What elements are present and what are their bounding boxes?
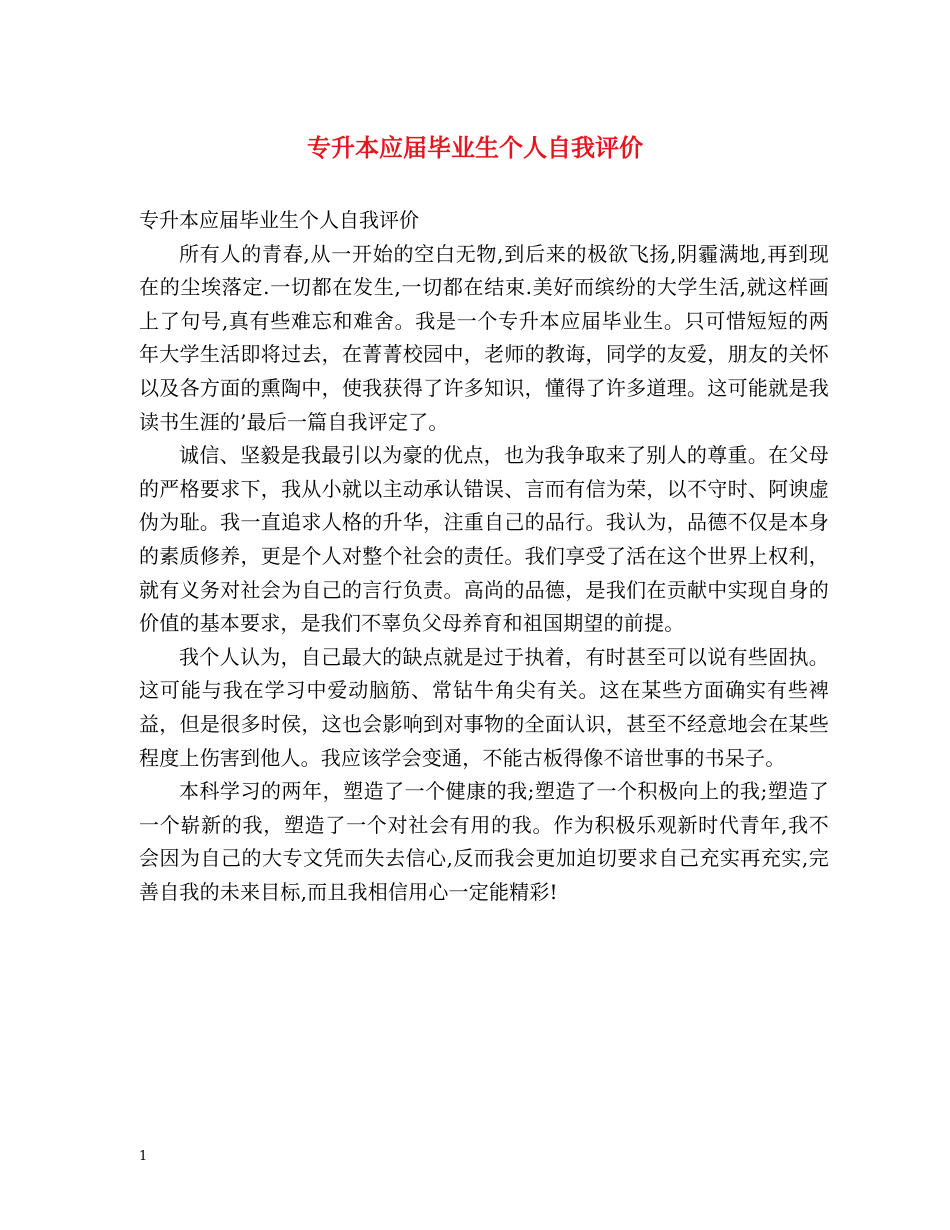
document-title: 专升本应届毕业生个人自我评价 — [307, 133, 643, 162]
document-subtitle: 专升本应届毕业生个人自我评价 — [139, 208, 419, 232]
paragraph-2: 诚信、坚毅是我最引以为豪的优点，也为我争取来了别人的尊重。在父母的严格要求下，我从小就以主动承认错误、言而有信为荣，以不守时、阿谀虚伪为耻。我一直追求人格的升华，注重自己的品行。我认为，品德不仅是本身的素质修养，更是个人对整个社会的责任。我们享受了活在这个世界上权利，就有义务对社会为自己的言行负责。高尚的品德，是我们在贡献中实现自身的价值的基本要求，是我们不辜负父母养育和祖国期望的前提。 — [139, 443, 829, 636]
paragraph-4: 本科学习的两年，塑造了一个健康的我;塑造了一个积极向上的我;塑造了一个崭新的我，塑造了一个对社会有用的我。作为积极乐观新时代青年,我不会因为自己的大专文凭而失去信心,反而我会更加迫切要求自己充实再充实,完善自我的未来目标,而且我相信用心一定能精彩! — [139, 779, 829, 904]
paragraph-3: 我个人认为，自己最大的缺点就是过于执着，有时甚至可以说有些固执。这可能与我在学习中爱动脑筋、常钻牛角尖有关。这在某些方面确实有些裨益，但是很多时侯，这也会影响到对事物的全面认识，甚至不经意地会在某些程度上伤害到他人。我应该学会变通，不能古板得像不谙世事的书呆子。 — [139, 644, 829, 770]
paragraph-1: 所有人的青春,从一开始的空白无物,到后来的极欲飞扬,阴霾满地,再到现在的尘埃落定.一切都在发生,一切都在结束.美好而缤纷的大学生活,就这样画上了句号,真有些难忘和难舍。我是一个专升本应届毕业生。只可惜短短的两年大学生活即将过去，在菁菁校园中，老师的教诲，同学的友爱，朋友的关怀以及各方面的熏陶中，使我获得了许多知识，懂得了许多道理。这可能就是我读书生涯的’最后一篇自我评定了。 — [139, 241, 829, 434]
document-body — [139, 204, 829, 909]
page-number: 1 — [139, 1149, 148, 1164]
